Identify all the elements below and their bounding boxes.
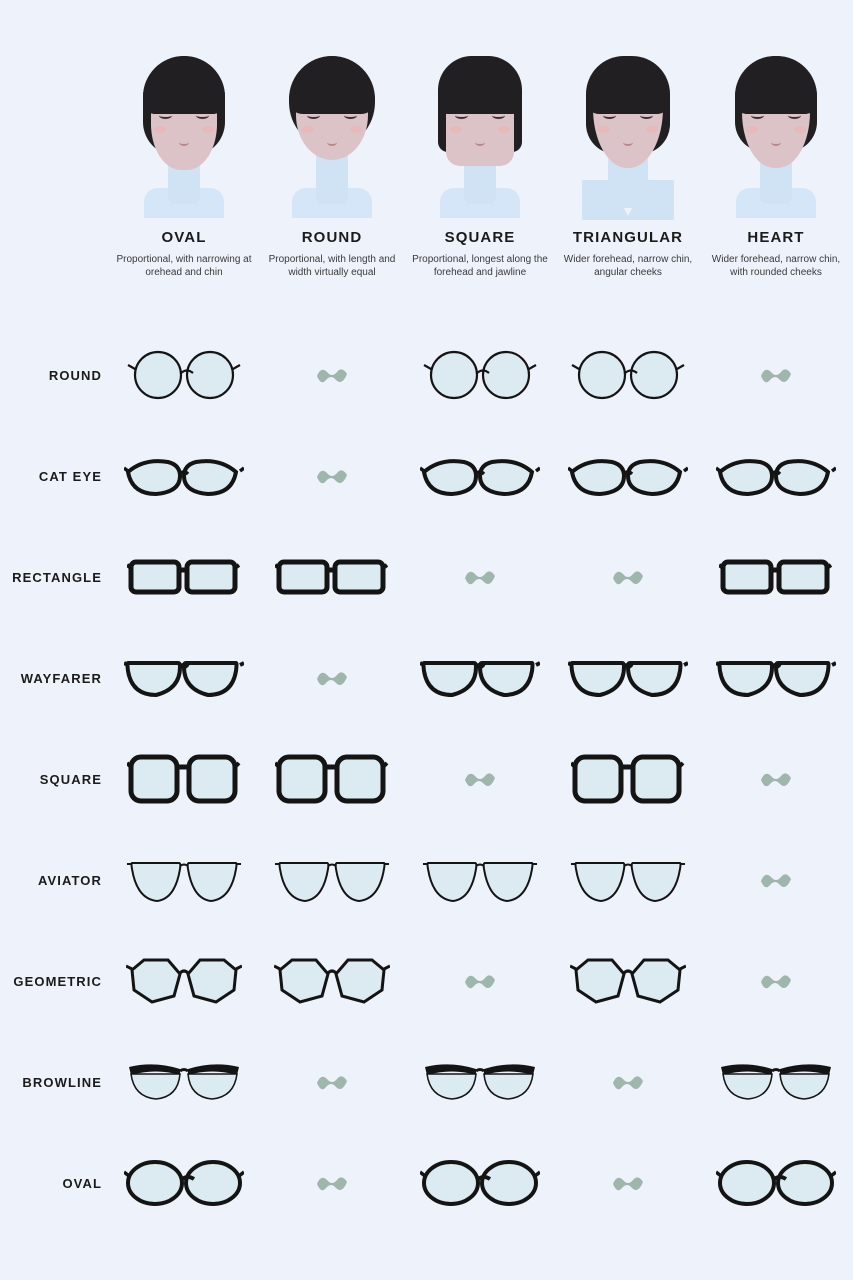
row-label-round: ROUND [48, 368, 102, 383]
glasses-geometric-triangular [554, 931, 702, 1032]
table-row [0, 325, 853, 426]
face-column-square [406, 40, 554, 279]
glasses-square-round [258, 729, 406, 830]
glasses-round-oval [110, 325, 258, 426]
face-illustration-triangular [568, 40, 688, 215]
row-label-oval: OVAL [62, 1176, 102, 1191]
glasses-grid [0, 325, 853, 1234]
row-label-geometric: GEOMETRIC [13, 974, 102, 989]
glasses-oval-oval [110, 1133, 258, 1234]
row-label-cateye: CAT EYE [38, 469, 102, 484]
glasses-cateye-heart [702, 426, 850, 527]
glasses-square-triangular [554, 729, 702, 830]
glasses-wayfarer-oval [110, 628, 258, 729]
glasses-wayfarer-square [406, 628, 554, 729]
table-row [0, 1032, 853, 1133]
row-label-browline: BROWLINE [22, 1075, 102, 1090]
no-match-cateye-round [258, 426, 406, 527]
no-match-wayfarer-round [258, 628, 406, 729]
face-name-square: SQUARE [444, 229, 516, 246]
glasses-rectangle-heart [702, 527, 850, 628]
face-column-triangular [554, 40, 702, 279]
face-description-heart: Wider forehead, narrow chin, with rounded cheeks [711, 254, 841, 278]
glasses-browline-oval [110, 1032, 258, 1133]
no-match-browline-triangular [554, 1032, 702, 1133]
face-column-oval [110, 40, 258, 279]
no-match-square-square [406, 729, 554, 830]
no-match-square-heart [702, 729, 850, 830]
glasses-geometric-round [258, 931, 406, 1032]
face-shape-header [110, 40, 853, 279]
row-label-rectangle: RECTANGLE [12, 570, 102, 585]
table-row [0, 628, 853, 729]
row-label-wayfarer: WAYFARER [20, 671, 102, 686]
face-name-round: ROUND [301, 229, 363, 246]
glasses-geometric-oval [110, 931, 258, 1032]
face-description-round: Proportional, with length and width virtually equal [268, 254, 396, 278]
glasses-rectangle-round [258, 527, 406, 628]
face-column-round [258, 40, 406, 279]
table-row [0, 729, 853, 830]
glasses-round-triangular [554, 325, 702, 426]
glasses-aviator-triangular [554, 830, 702, 931]
face-name-triangular: TRIANGULAR [572, 229, 684, 246]
glasses-square-oval [110, 729, 258, 830]
table-row [0, 527, 853, 628]
no-match-round-heart [702, 325, 850, 426]
glasses-aviator-oval [110, 830, 258, 931]
no-match-browline-round [258, 1032, 406, 1133]
face-illustration-oval [124, 40, 244, 215]
glasses-wayfarer-triangular [554, 628, 702, 729]
face-illustration-heart [716, 40, 836, 215]
table-row [0, 830, 853, 931]
glasses-browline-square [406, 1032, 554, 1133]
no-match-oval-triangular [554, 1133, 702, 1234]
no-match-oval-round [258, 1133, 406, 1234]
glasses-browline-heart [702, 1032, 850, 1133]
glasses-cateye-oval [110, 426, 258, 527]
row-label-aviator: AVIATOR [37, 873, 102, 888]
no-match-geometric-heart [702, 931, 850, 1032]
glasses-oval-square [406, 1133, 554, 1234]
face-illustration-square [420, 40, 540, 215]
table-row [0, 931, 853, 1032]
row-label-square: SQUARE [39, 772, 102, 787]
no-match-rectangle-square [406, 527, 554, 628]
face-name-heart: HEART [747, 229, 805, 246]
glasses-rectangle-oval [110, 527, 258, 628]
glasses-aviator-square [406, 830, 554, 931]
table-row [0, 1133, 853, 1234]
no-match-round-round [258, 325, 406, 426]
face-illustration-round [272, 40, 392, 215]
face-description-triangular: Wider forehead, narrow chin, angular cheeks [563, 254, 693, 278]
no-match-rectangle-triangular [554, 527, 702, 628]
face-description-oval: Proportional, with narrowing at orehead and chin [116, 254, 252, 278]
face-column-heart [702, 40, 850, 279]
no-match-geometric-square [406, 931, 554, 1032]
glasses-wayfarer-heart [702, 628, 850, 729]
glasses-aviator-round [258, 830, 406, 931]
glasses-cateye-square [406, 426, 554, 527]
glasses-round-square [406, 325, 554, 426]
face-description-square: Proportional, longest along the forehead and jawline [412, 254, 548, 278]
no-match-aviator-heart [702, 830, 850, 931]
face-name-oval: OVAL [161, 229, 207, 246]
table-row [0, 426, 853, 527]
glasses-cateye-triangular [554, 426, 702, 527]
glasses-oval-heart [702, 1133, 850, 1234]
